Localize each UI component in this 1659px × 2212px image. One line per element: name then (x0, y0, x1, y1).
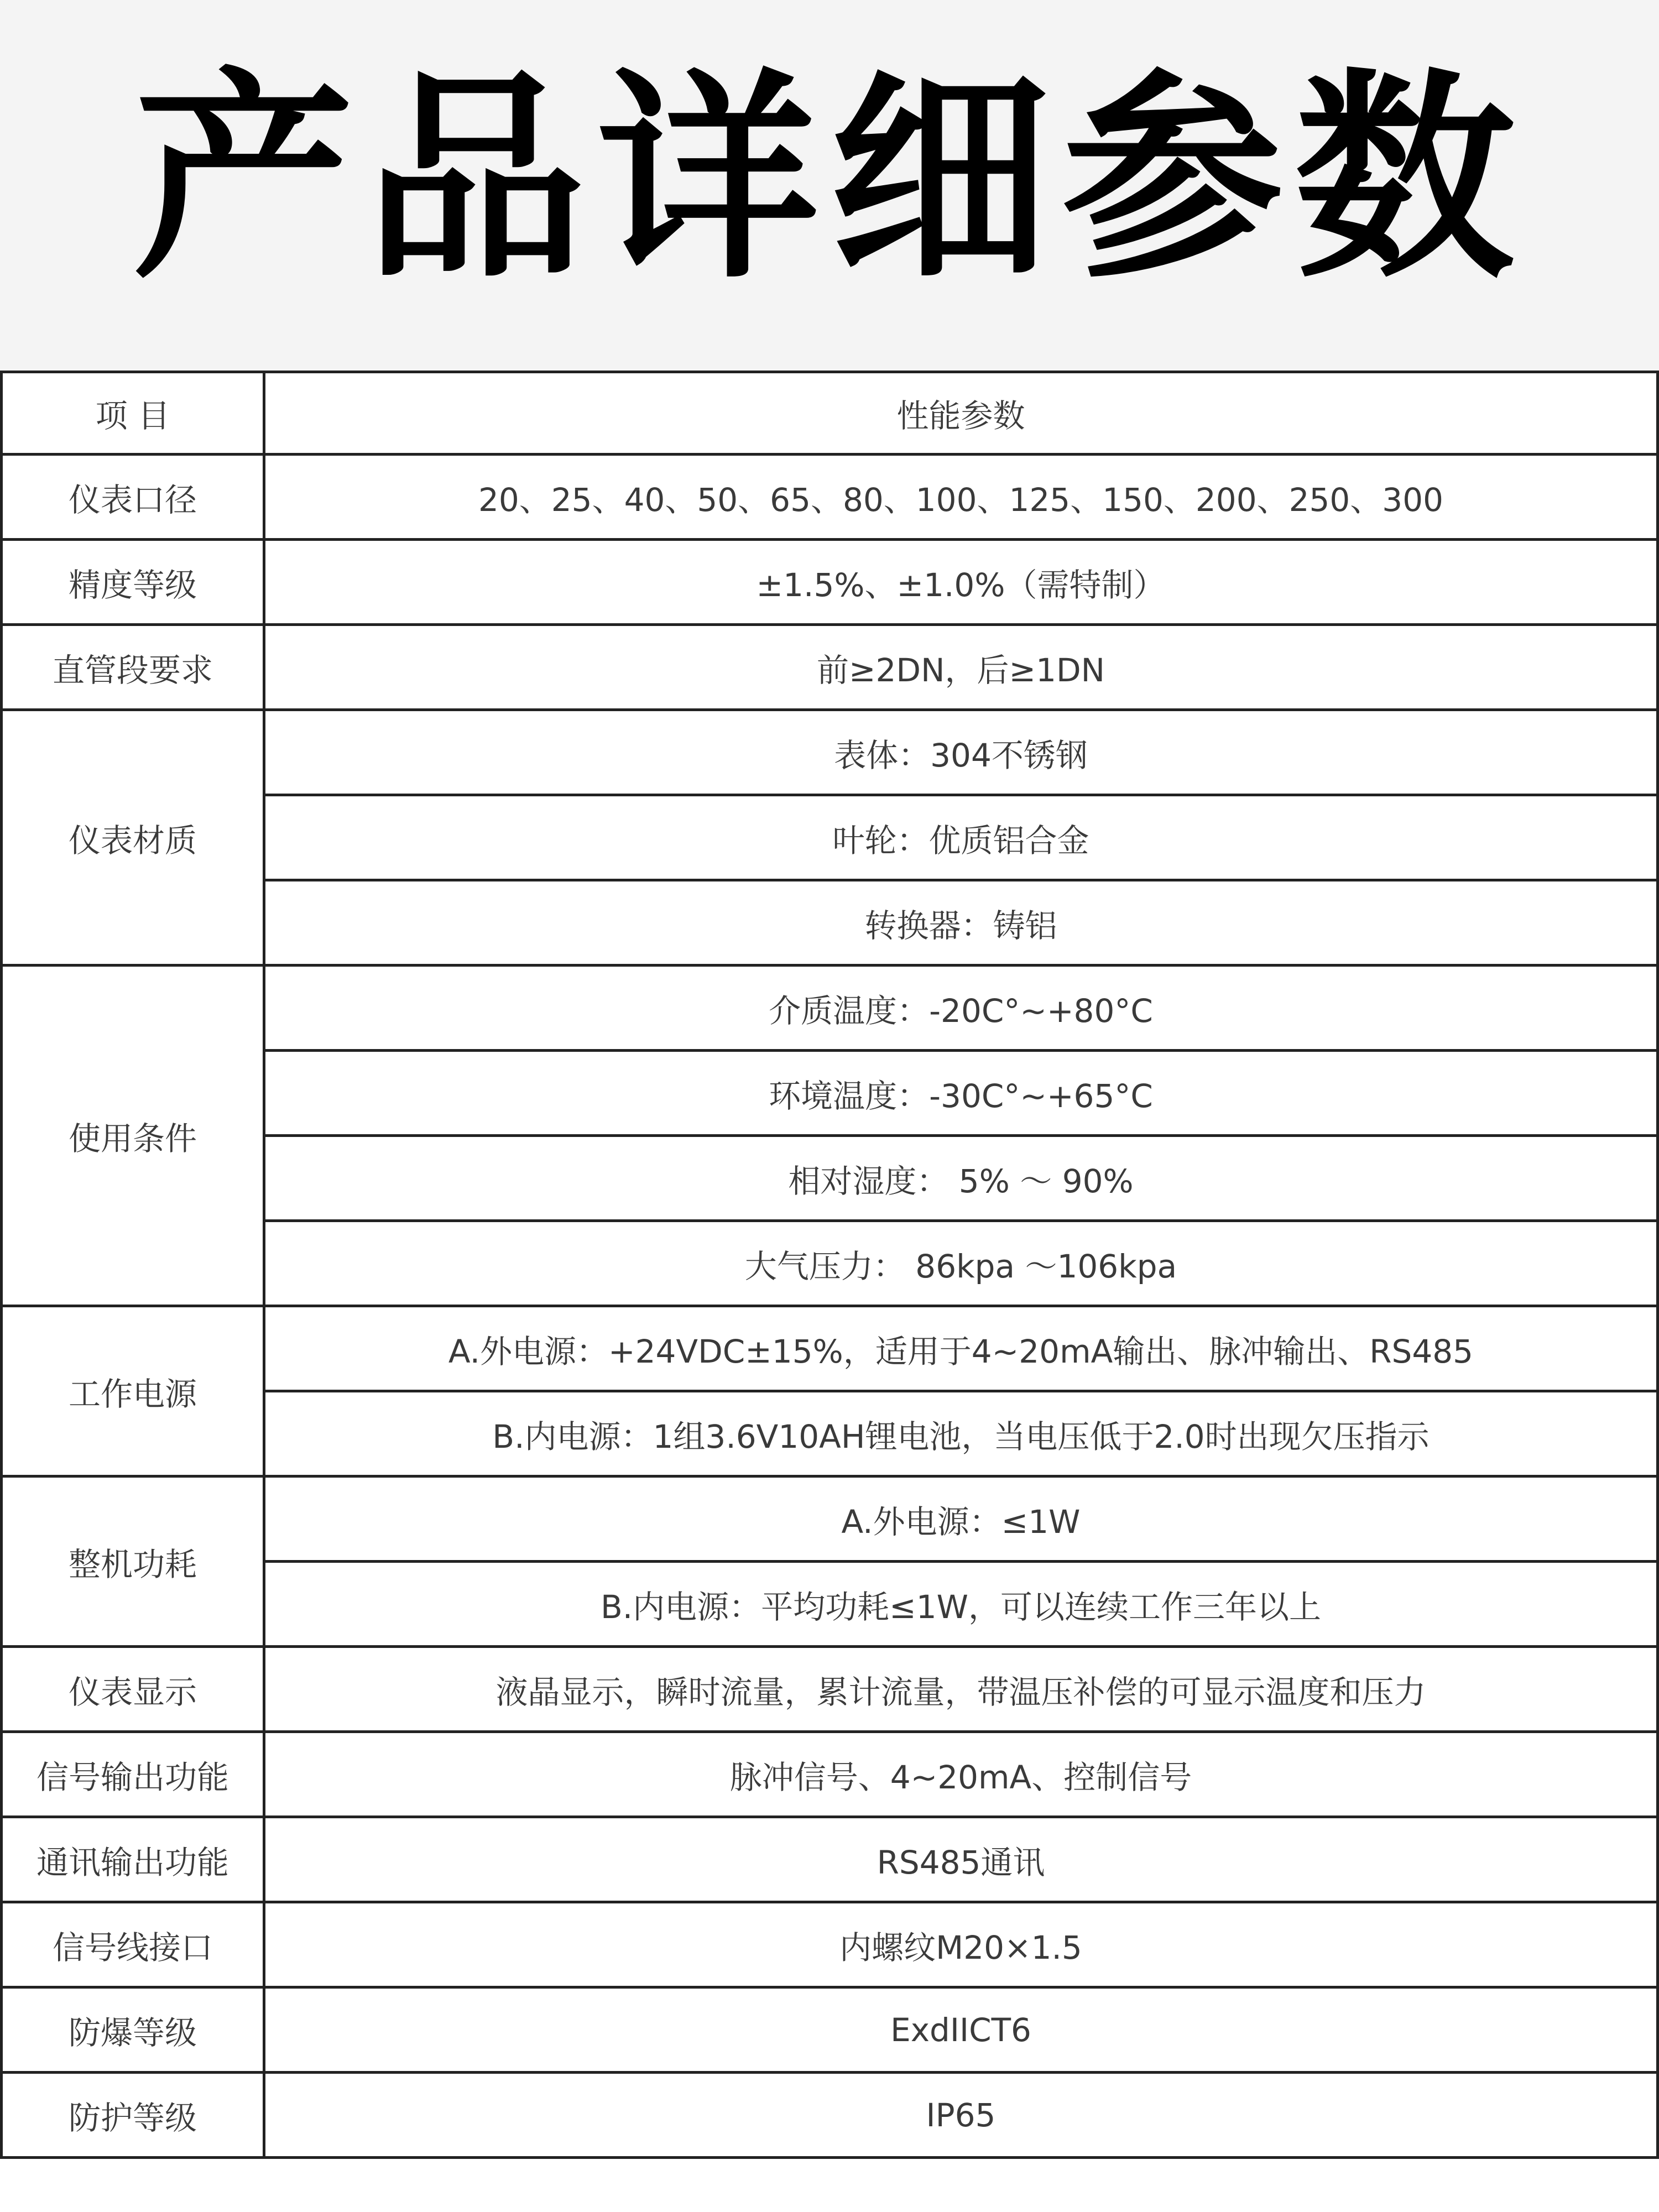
row-label: 信号输出功能 (2, 1732, 264, 1817)
table-row (2, 966, 1658, 1051)
title-banner (0, 0, 1659, 371)
row-value: 表体：304不锈钢 (264, 710, 1658, 795)
row-value: 转换器：铸铝 (264, 880, 1658, 966)
row-value: B.内电源：1组3.6V10AH锂电池，当电压低于2.0时出现欠压指示 (264, 1391, 1658, 1477)
table-row (2, 1477, 1658, 1562)
row-label: 工作电源 (2, 1306, 264, 1477)
row-value: 大气压力： 86kpa ～106kpa (264, 1221, 1658, 1306)
row-value: 环境温度：-30C°~+65°C (264, 1051, 1658, 1136)
table-row (2, 625, 1658, 710)
row-label: 精度等级 (2, 540, 264, 625)
table-row (2, 455, 1658, 540)
row-label: 信号线接口 (2, 1902, 264, 1987)
row-value: B.内电源：平均功耗≤1W，可以连续工作三年以上 (264, 1562, 1658, 1647)
row-label: 仪表显示 (2, 1647, 264, 1732)
row-label: 整机功耗 (2, 1477, 264, 1647)
row-value: 相对湿度： 5% ～ 90% (264, 1136, 1658, 1221)
row-value: 介质温度：-20C°~+80°C (264, 966, 1658, 1051)
row-label: 防爆等级 (2, 1987, 264, 2073)
table-row (2, 1902, 1658, 1987)
row-value: ±1.5%、±1.0%（需特制） (264, 540, 1658, 625)
row-value: 脉冲信号、4~20mA、控制信号 (264, 1732, 1658, 1817)
table-header-row (2, 372, 1658, 455)
row-value: A.外电源：≤1W (264, 1477, 1658, 1562)
row-value: 前≥2DN，后≥1DN (264, 625, 1658, 710)
table-row (2, 710, 1658, 795)
row-label: 直管段要求 (2, 625, 264, 710)
table-row (2, 1732, 1658, 1817)
table-row (2, 1987, 1658, 2073)
table-row (2, 540, 1658, 625)
page-title: 产品详细参数 (133, 51, 1526, 308)
row-label: 防护等级 (2, 2073, 264, 2158)
row-label: 通讯输出功能 (2, 1817, 264, 1902)
spec-table (0, 371, 1659, 2159)
table-row (2, 1306, 1658, 1391)
header-item-cell: 项 目 (2, 372, 264, 455)
row-value: 液晶显示，瞬时流量，累计流量，带温压补偿的可显示温度和压力 (264, 1647, 1658, 1732)
row-value: 20、25、40、50、65、80、100、125、150、200、250、300 (264, 455, 1658, 540)
row-value: A.外电源：+24VDC±15%，适用于4~20mA输出、脉冲输出、RS485 (264, 1306, 1658, 1391)
table-row (2, 1647, 1658, 1732)
row-value: 内螺纹M20×1.5 (264, 1902, 1658, 1987)
row-value: 叶轮：优质铝合金 (264, 795, 1658, 880)
row-value: IP65 (264, 2073, 1658, 2158)
row-label: 仪表材质 (2, 710, 264, 966)
row-value: ExdIICT6 (264, 1987, 1658, 2073)
table-row (2, 1817, 1658, 1902)
table-row (2, 2073, 1658, 2158)
row-label: 使用条件 (2, 966, 264, 1306)
header-value-cell: 性能参数 (264, 372, 1658, 455)
row-label: 仪表口径 (2, 455, 264, 540)
row-value: RS485通讯 (264, 1817, 1658, 1902)
